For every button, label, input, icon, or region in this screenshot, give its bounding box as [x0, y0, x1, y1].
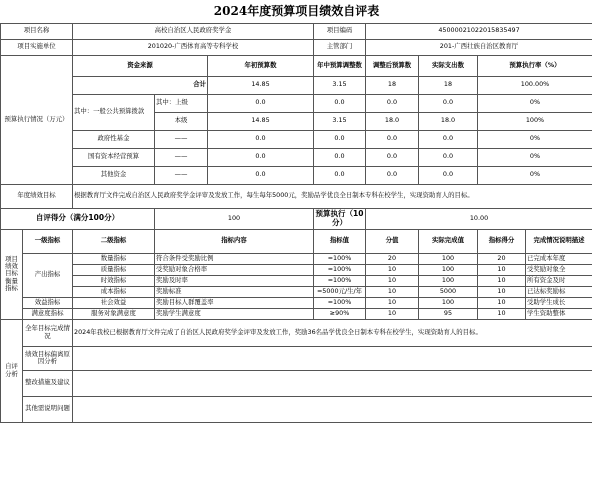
perf-row-desc: 已达标奖励标 [526, 286, 592, 297]
perf-header-weight: 分值 [366, 229, 419, 253]
budget-total-adjusted: 3.15 [314, 76, 366, 94]
perf-header-l1: 一级指标 [23, 229, 73, 253]
perf-row-desc: 已完成本年度 [526, 253, 592, 264]
annual-goal-label: 年度绩效目标 [1, 184, 73, 208]
perf-row-target: =100% [314, 297, 366, 308]
perf-row-desc: 所有资金及时 [526, 275, 592, 286]
budget-statecap-label: 国有资本经营预算 [73, 148, 155, 166]
budget-statecap-dash: —— [155, 148, 208, 166]
budget-superior-label: 其中：上级 [155, 94, 208, 112]
budget-statecap-after: 0.0 [366, 148, 419, 166]
budget-other-after: 0.0 [366, 166, 419, 184]
perf-row-name: 奖励学生满意度 [155, 308, 314, 319]
budget-other-dash: —— [155, 166, 208, 184]
budget-govfund-annual: 0.0 [208, 130, 314, 148]
budget-header-source: 资金来源 [73, 55, 208, 76]
budget-other-label: 其他资金 [73, 166, 155, 184]
perf-header-score: 指标得分 [478, 229, 526, 253]
perf-row-target: =100% [314, 275, 366, 286]
perf-row-weight: 10 [366, 297, 419, 308]
budget-local-rate: 100% [478, 112, 592, 130]
budget-total-actual: 18 [419, 76, 478, 94]
self-eval-row-text [73, 396, 592, 422]
budget-total-rate: 100.00% [478, 76, 592, 94]
perf-row-l2: 数量指标 [73, 253, 155, 264]
budget-statecap-rate: 0% [478, 148, 592, 166]
perf-header-desc: 完成情况说明描述 [526, 229, 592, 253]
score-label: 自评得分（满分100分） [1, 208, 155, 229]
perf-row-l2: 时效指标 [73, 275, 155, 286]
page-title: 2024年度预算项目绩效自评表 [1, 0, 592, 23]
budget-govfund-dash: —— [155, 130, 208, 148]
perf-row-actual: 100 [419, 264, 478, 275]
perf-row-l2: 成本指标 [73, 286, 155, 297]
budget-header-actual: 实际支出数 [419, 55, 478, 76]
dept-label: 主管部门 [314, 39, 366, 55]
perf-header-target: 指标值 [314, 229, 366, 253]
budget-local-actual: 18.0 [419, 112, 478, 130]
budget-superior-annual: 0.0 [208, 94, 314, 112]
perf-row-name: 奖励目标人群覆盖率 [155, 297, 314, 308]
perf-row-score: 20 [478, 253, 526, 264]
perf-row-weight: 20 [366, 253, 419, 264]
perf-satisfaction-label: 满意度指标 [23, 308, 73, 319]
impl-unit-value: 201020-广西体育高等专科学校 [73, 39, 314, 55]
budget-statecap-annual: 0.0 [208, 148, 314, 166]
budget-general-label: 其中：一般公共预算拨款 [73, 94, 155, 130]
budget-header-annual: 年初预算数 [208, 55, 314, 76]
dept-value: 201-广西壮族自治区教育厅 [366, 39, 592, 55]
budget-local-annual: 14.85 [208, 112, 314, 130]
perf-row-name: 受奖励对象合格率 [155, 264, 314, 275]
perf-row-name: 奖励标准 [155, 286, 314, 297]
budget-superior-adjusted: 0.0 [314, 94, 366, 112]
budget-statecap-adjusted: 0.0 [314, 148, 366, 166]
perf-row-actual: 100 [419, 297, 478, 308]
budget-govfund-actual: 0.0 [419, 130, 478, 148]
perf-row-weight: 10 [366, 286, 419, 297]
perf-row-score: 10 [478, 286, 526, 297]
budget-other-adjusted: 0.0 [314, 166, 366, 184]
budget-total-after: 18 [366, 76, 419, 94]
self-eval-row-text [73, 346, 592, 370]
project-code-label: 项目编码 [314, 23, 366, 39]
perf-row-target: ≥90% [314, 308, 366, 319]
project-name-label: 项目名称 [1, 23, 73, 39]
perf-row-desc: 受助学生成长 [526, 297, 592, 308]
perf-header-l2: 二级指标 [73, 229, 155, 253]
perf-row-score: 10 [478, 264, 526, 275]
perf-row-weight: 10 [366, 308, 419, 319]
budget-other-rate: 0% [478, 166, 592, 184]
annual-goal-text: 根据教育厅文件完成自治区人民政府奖学金评审及发放工作，每生每年5000元，奖励品学优良全日制本专科在校学生，实现资助育人的目标。 [73, 184, 592, 208]
perf-row-name: 奖励及时率 [155, 275, 314, 286]
budget-govfund-rate: 0% [478, 130, 592, 148]
perf-row-actual: 5000 [419, 286, 478, 297]
self-eval-row-label: 全年目标完成情况 [23, 319, 73, 346]
budget-local-after: 18.0 [366, 112, 419, 130]
budget-govfund-after: 0.0 [366, 130, 419, 148]
perf-row-target: =100% [314, 253, 366, 264]
perf-row-l2: 质量指标 [73, 264, 155, 275]
perf-benefit-label: 效益指标 [23, 297, 73, 308]
budget-local-adjusted: 3.15 [314, 112, 366, 130]
perf-row-actual: 100 [419, 253, 478, 264]
budget-header-rate: 预算执行率（%） [478, 55, 592, 76]
budget-section-label: 预算执行情况（万元） [1, 55, 73, 184]
perf-row-score: 10 [478, 297, 526, 308]
perf-row-weight: 10 [366, 275, 419, 286]
self-eval-row-text: 2024年我校已根据教育厅文件完成了自治区人民政府奖学金评审及发放工作，奖励36名品学优良全日制本专科在校学生，实现资助育人的目标。 [73, 319, 592, 346]
perf-row-target: =5000元/生/年 [314, 286, 366, 297]
perf-row-score: 10 [478, 275, 526, 286]
project-name-value: 高校自治区人民政府奖学金 [73, 23, 314, 39]
perf-row-score: 10 [478, 308, 526, 319]
perf-row-weight: 10 [366, 264, 419, 275]
perf-header-name: 指标内容 [155, 229, 314, 253]
budget-total-annual: 14.85 [208, 76, 314, 94]
budget-exec-value: 10.00 [366, 208, 592, 229]
budget-other-annual: 0.0 [208, 166, 314, 184]
score-value: 100 [155, 208, 314, 229]
budget-header-adjusted: 年中预算调整数 [314, 55, 366, 76]
perf-output-label: 产出指标 [23, 253, 73, 297]
perf-row-desc: 学生资助整体 [526, 308, 592, 319]
budget-superior-after: 0.0 [366, 94, 419, 112]
budget-other-actual: 0.0 [419, 166, 478, 184]
budget-govfund-adjusted: 0.0 [314, 130, 366, 148]
budget-exec-label: 预算执行（10分） [314, 208, 366, 229]
budget-superior-rate: 0% [478, 94, 592, 112]
perf-row-actual: 95 [419, 308, 478, 319]
self-eval-row-label: 绩效目标偏离原因分析 [23, 346, 73, 370]
budget-statecap-actual: 0.0 [419, 148, 478, 166]
budget-total-label: 合计 [73, 76, 208, 94]
perf-row-desc: 受奖励对象全 [526, 264, 592, 275]
self-eval-label: 自评分析 [1, 319, 23, 422]
perf-row-l2: 社会效益 [73, 297, 155, 308]
perf-row-target: =100% [314, 264, 366, 275]
budget-header-after: 调整后预算数 [366, 55, 419, 76]
impl-unit-label: 项目实施单位 [1, 39, 73, 55]
perf-row-actual: 100 [419, 275, 478, 286]
budget-govfund-label: 政府性基金 [73, 130, 155, 148]
self-eval-row-text [73, 370, 592, 396]
budget-superior-actual: 0.0 [419, 94, 478, 112]
project-code-value: 45000021022015835497 [366, 23, 592, 39]
perf-header-actual: 实际完成值 [419, 229, 478, 253]
budget-local-label: 本级 [155, 112, 208, 130]
perf-row-name: 符合条件受奖励比例 [155, 253, 314, 264]
self-eval-row-label: 其他需说明问题 [23, 396, 73, 422]
self-eval-row-label: 整改措施及建议 [23, 370, 73, 396]
perf-row-l2: 服务对象满意度 [73, 308, 155, 319]
perf-side-label: 项目绩效目标衡量指标 [1, 229, 23, 319]
